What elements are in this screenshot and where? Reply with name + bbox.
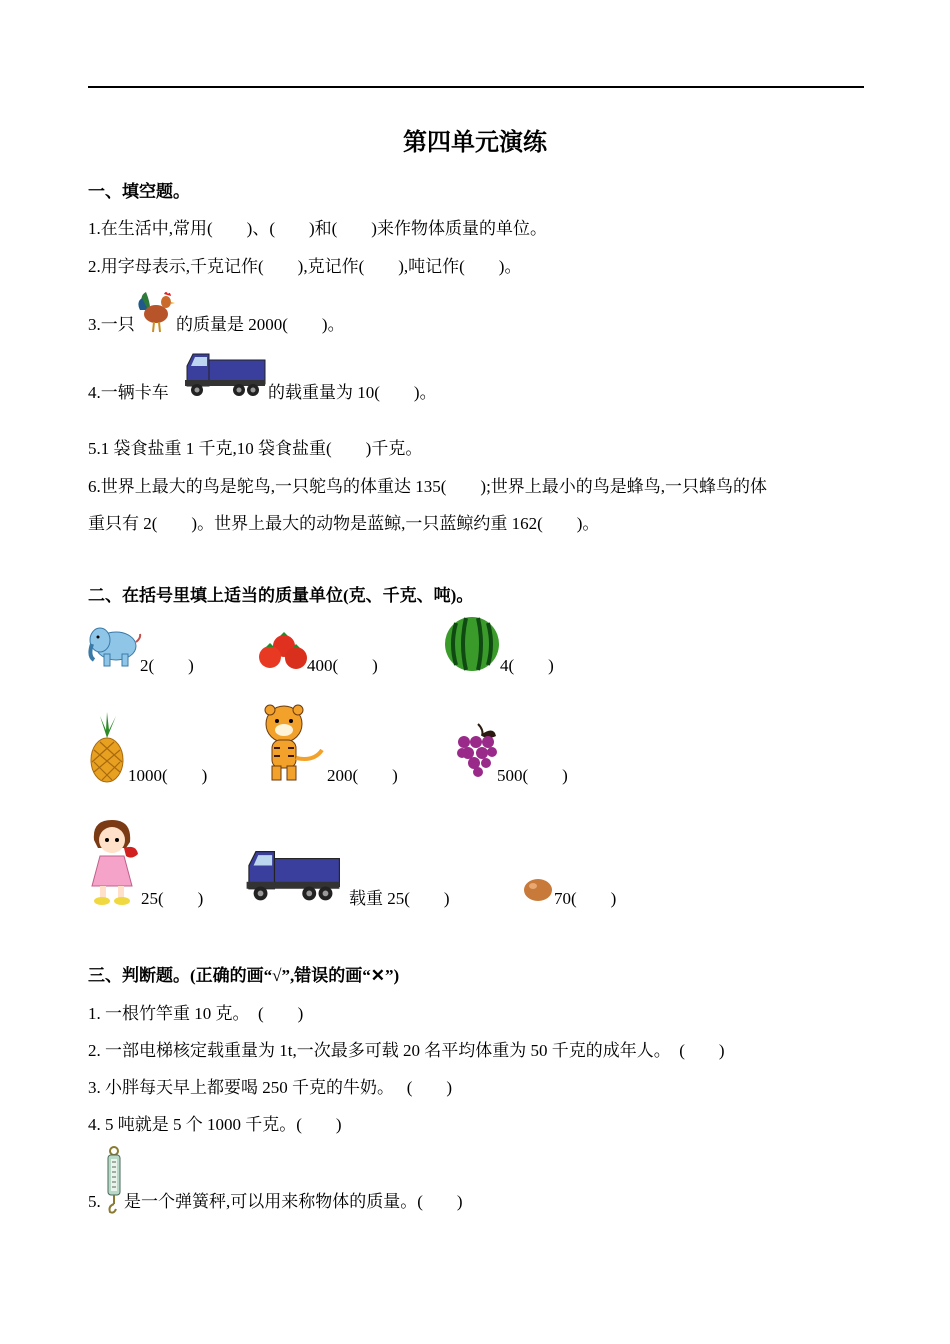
truck-icon <box>183 350 267 400</box>
section3-heading: 三、判断题。(正确的画“√”,错误的画“✕”) <box>88 966 400 985</box>
section1-heading: 一、填空题。 <box>88 182 190 201</box>
rooster-icon <box>136 288 176 336</box>
watermelon-icon <box>442 615 502 673</box>
s2-item-2: 400( ) <box>307 656 378 675</box>
s1-question-4-post: 的载重量为 10( )。 <box>268 383 437 402</box>
s3-question-5-pre: 5. <box>88 1192 101 1211</box>
tomatoes-icon <box>256 630 312 672</box>
s1-question-5: 5.1 袋食盐重 1 千克,10 袋食盐重( )千克。 <box>88 439 423 458</box>
egg-icon <box>522 877 554 903</box>
grapes-icon <box>454 722 498 778</box>
s3-question-5-post: 是一个弹簧秤,可以用来称物体的质量。( ) <box>124 1192 463 1211</box>
s2-item-9: 70( ) <box>554 889 617 908</box>
section2-heading: 二、在括号里填上适当的质量单位(克、千克、吨)。 <box>88 586 474 605</box>
s3-question-3: 3. 小胖每天早上都要喝 250 千克的牛奶。 ( ) <box>88 1078 453 1097</box>
s3-question-4: 4. 5 吨就是 5 个 1000 千克。( ) <box>88 1115 342 1134</box>
girl-icon <box>86 818 142 908</box>
s1-question-6-line1: 6.世界上最大的鸟是鸵鸟,一只鸵鸟的体重达 135( );世界上最小的鸟是蜂鸟,一只蜂鸟的体 <box>88 477 768 496</box>
s2-item-6: 500( ) <box>497 766 568 785</box>
elephant-icon <box>86 622 142 670</box>
s3-question-1: 1. 一根竹竿重 10 克。 ( ) <box>88 1004 304 1023</box>
s1-question-4-pre: 4.一辆卡车 <box>88 383 169 402</box>
pineapple-icon <box>86 712 128 784</box>
s2-item-1: 2( ) <box>140 656 194 675</box>
s1-question-3-pre: 3.一只 <box>88 315 135 334</box>
s1-question-1: 1.在生活中,常用( )、( )和( )来作物体质量的单位。 <box>88 219 547 238</box>
page-title: 第四单元演练 <box>403 130 547 156</box>
truck-icon <box>240 847 346 905</box>
s1-question-6-line2: 重只有 2( )。世界上最大的动物是蓝鲸,一只蓝鲸约重 162( )。 <box>88 514 600 533</box>
header-rule <box>88 86 864 88</box>
s2-item-3: 4( ) <box>500 656 554 675</box>
tiger-icon <box>254 702 328 782</box>
s1-question-3-post: 的质量是 2000( )。 <box>176 315 345 334</box>
s2-item-5: 200( ) <box>327 766 398 785</box>
s2-item-4: 1000( ) <box>128 766 208 785</box>
s2-item-7: 25( ) <box>141 889 204 908</box>
s3-question-2: 2. 一部电梯核定载重量为 1t,一次最多可载 20 名平均体重为 50 千克的成年人。 ( ) <box>88 1041 725 1060</box>
s2-item-8: 载重 25( ) <box>349 889 450 908</box>
spring-scale-icon <box>104 1146 124 1214</box>
s1-question-2: 2.用字母表示,千克记作( ),克记作( ),吨记作( )。 <box>88 257 522 276</box>
